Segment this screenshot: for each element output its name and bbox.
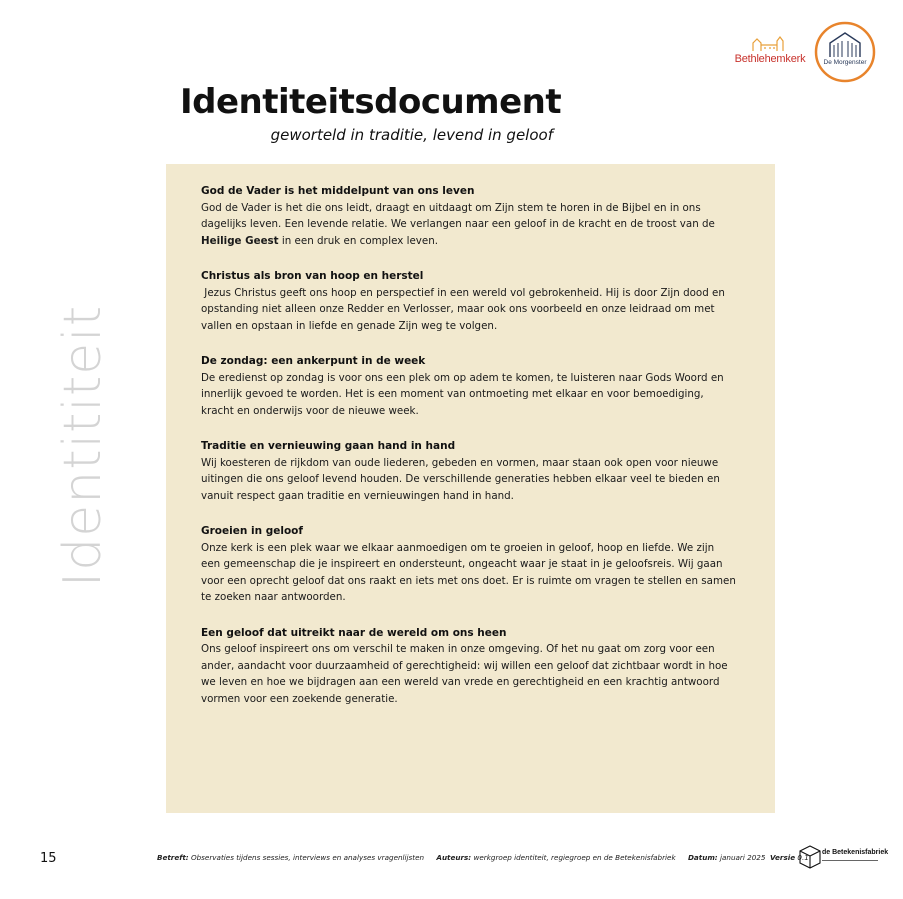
section-heading: Christus als bron van hoop en herstel <box>201 270 424 282</box>
footer-versie-label: Versie <box>770 853 796 862</box>
section-heading: Traditie en vernieuwing gaan hand in hand <box>201 440 456 452</box>
morgenster-logo <box>814 21 876 83</box>
morgenster-church-icon <box>814 21 876 83</box>
betekenisfabriek-logo-text: de Betekenisfabriek <box>822 849 889 856</box>
section-body: De eredienst op zondag is voor ons een plek om op adem te komen, te luisteren naar Gods Woord en innerlijk gevoed te worden. Het is een moment van ontmoeting met elkaar en voor bemoediging, kracht en onderwijs voor de nieuwe week. <box>201 371 724 417</box>
page-subtitle: geworteld in traditie, levend in geloof <box>270 126 553 144</box>
betekenisfabriek-logo <box>799 845 889 869</box>
sections-list <box>201 183 736 726</box>
section-body: Jezus Christus geeft ons hoop en perspectief in een wereld vol gebrokenheid. Hij is door Zijn dood en opstanding niet alleen onze Redder en Verlosser, maar ook ons voorbeeld en onze leidraad om met vallen en opstaan in liefde en genade Zijn weg te volgen. <box>201 286 729 332</box>
content-panel <box>166 164 775 813</box>
footer-betreft-label: Betreft: <box>157 853 189 862</box>
section-heading: God de Vader is het middelpunt van ons leven <box>201 185 475 197</box>
footer-datum-value: januari 2025 <box>719 853 766 862</box>
page-title: Identiteitsdocument <box>180 82 562 122</box>
bethlehemkerk-logo-text: Bethlehemkerk <box>734 53 806 65</box>
section-heading: Groeien in geloof <box>201 525 303 537</box>
footer-auteurs-value: werkgroep identiteit, regiegroep en de Betekenisfabriek <box>473 853 676 862</box>
section-body-bold: Heilige Geest <box>201 234 279 247</box>
section-traditie <box>201 438 736 504</box>
section-body: Wij koesteren de rijkdom van oude liederen, gebeden en vormen, maar staan ook open voor nieuwe uitingen die ons geloof levend houden. De verschillende generaties hebben elkaar veel te bieden en vanuit respect gaan traditie en vernieuwingen hand in hand. <box>201 456 720 502</box>
cube-icon <box>799 845 821 869</box>
section-body: God de Vader is het die ons leidt, draagt en uitdaagt om Zijn stem te horen in de Bijbel en in ons dagelijks leven. Een levende relatie. We verlangen naar een geloof in de kracht en de troost van de Heilige Geest in een druk en complex leven. <box>201 201 715 247</box>
footer-versie-value: 0.1 <box>797 853 809 862</box>
section-heading: De zondag: een ankerpunt in de week <box>201 355 426 367</box>
page-number: 15 <box>40 851 57 866</box>
section-heading: Een geloof dat uitreikt naar de wereld om ons heen <box>201 626 507 639</box>
section-zondag <box>201 353 736 419</box>
footer-betreft-value: Observaties tijdens sessies, interviews en analyses vragenlijsten <box>190 853 425 862</box>
section-body: Ons geloof inspireert ons om verschil te maken in onze omgeving. Of het nu gaat om zorg voor een ander, aandacht voor duurzaamheid of gerechtigheid: wij willen een geloof dat zichtbaar wordt in hoe we leven en hoe we bijdragen aan een wereld van vrede en gerechtigheid en een krachtig antwoord vormen voor een zoekende generatie. <box>201 643 728 705</box>
section-groeien <box>201 523 736 606</box>
footer-auteurs-label: Auteurs: <box>436 853 472 862</box>
footer-meta <box>157 853 809 862</box>
morgenster-logo-text: De Morgenster <box>823 59 867 66</box>
section-body: Onze kerk is een plek waar we elkaar aanmoedigen om te groeien in geloof, hoop en liefde. We zijn een gemeenschap die je inspireert en ondersteunt, ongeacht waar je staat in je geloofsreis. Wij gaan voor een oprecht geloof dat ons raakt en iets met ons doet. Er is ruimte om vragen te stellen en samen te zoeken naar antwoorden. <box>201 541 736 603</box>
section-christus <box>201 268 736 334</box>
logo-underline <box>822 860 878 861</box>
church-icon <box>751 36 787 52</box>
section-uitreiken <box>201 625 736 708</box>
section-god-de-vader <box>201 183 736 249</box>
bethlehemkerk-logo <box>729 36 811 68</box>
side-label: Identititeit <box>53 304 113 588</box>
footer-datum-label: Datum: <box>687 853 718 862</box>
